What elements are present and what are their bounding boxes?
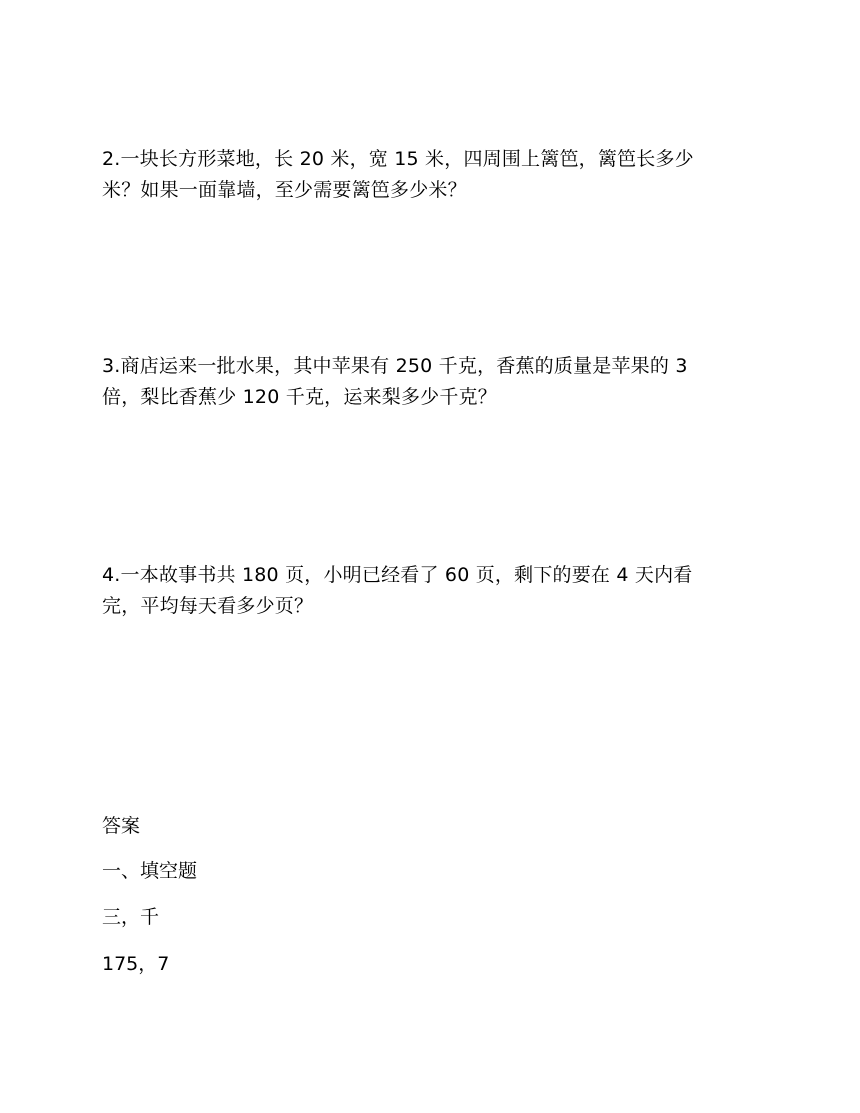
question-2 [102,144,742,206]
answer-item: 三，千 [102,906,160,928]
answers-section-title: 一、填空题 [102,860,198,882]
question-line: 米？如果一面靠墙，至少需要篱笆多少米？ [102,179,467,201]
question-line: 完，平均每天看多少页？ [102,595,314,617]
question-line: 3.商店运来一批水果，其中苹果有 250 千克，香蕉的质量是苹果的 3 [102,355,688,377]
answer-item: 175，7 [102,953,170,975]
question-line: 倍，梨比香蕉少 120 千克，运来梨多少千克？ [102,386,497,408]
question-3 [102,351,742,413]
question-line: 2.一块长方形菜地，长 20 米，宽 15 米，四周围上篱笆，篱笆长多少 [102,148,694,170]
answers-heading: 答案 [102,815,141,837]
question-line: 4.一本故事书共 180 页，小明已经看了 60 页，剩下的要在 4 天内看 [102,564,693,586]
question-4 [102,560,742,622]
